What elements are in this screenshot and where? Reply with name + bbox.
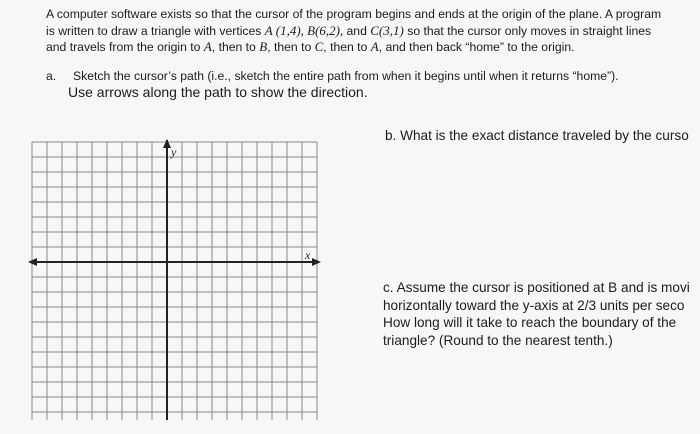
y-axis-label: y bbox=[171, 145, 177, 159]
intro-text: is written to draw a triangle with vertices bbox=[46, 23, 265, 38]
part-c-line-3: How long will it take to reach the boundary of the bbox=[383, 315, 677, 331]
part-c-line-1: c. Assume the cursor is positioned at B and is movi bbox=[383, 280, 690, 295]
point-a: A bbox=[370, 39, 379, 54]
intro-text: , then to bbox=[211, 40, 260, 54]
intro-text: so that the cursor only moves in straight lines bbox=[403, 23, 652, 38]
vertex-a: A (1,4), bbox=[264, 22, 308, 38]
part-c-question bbox=[383, 279, 690, 349]
intro-line-1: A computer software exists so that the cursor of the program begins and ends at the origin of the plane. A program bbox=[46, 7, 662, 21]
intro-text: and travels from the origin to bbox=[46, 40, 204, 54]
vertex-b: B(6,2), bbox=[307, 22, 347, 38]
intro-line-2 bbox=[46, 23, 696, 40]
intro-line-3 bbox=[46, 39, 696, 56]
part-a-question: Sketch the cursor’s path (i.e., sketch the entire path from when it begins until when it returns “home”). bbox=[73, 69, 619, 83]
problem-intro bbox=[46, 6, 696, 56]
x-axis-label: x bbox=[305, 248, 311, 262]
y-axis-up-arrow-icon bbox=[163, 139, 171, 148]
intro-text: and bbox=[346, 23, 371, 38]
intro-text: , then to bbox=[323, 40, 371, 54]
coordinate-grid-svg[interactable] bbox=[28, 138, 324, 420]
point-c: C bbox=[314, 39, 324, 54]
point-b: B bbox=[259, 39, 268, 54]
part-c-line-4: triangle? (Round to the nearest tenth.) bbox=[383, 332, 613, 348]
coordinate-grid[interactable] bbox=[28, 138, 324, 425]
intro-text: , and then back “home” to the origin. bbox=[378, 40, 575, 54]
intro-text: , then to bbox=[267, 40, 315, 54]
vertex-c: C(3,1) bbox=[370, 22, 404, 38]
part-a-instruction: Use arrows along the path to show the direction. bbox=[68, 84, 368, 100]
part-b-question: b. What is the exact distance traveled by the curso bbox=[385, 128, 689, 143]
point-a: A bbox=[203, 39, 212, 54]
part-a-label: a. bbox=[46, 69, 57, 83]
part-c-line-2: horizontally toward the y-axis at 2/3 units per seco bbox=[383, 297, 685, 313]
